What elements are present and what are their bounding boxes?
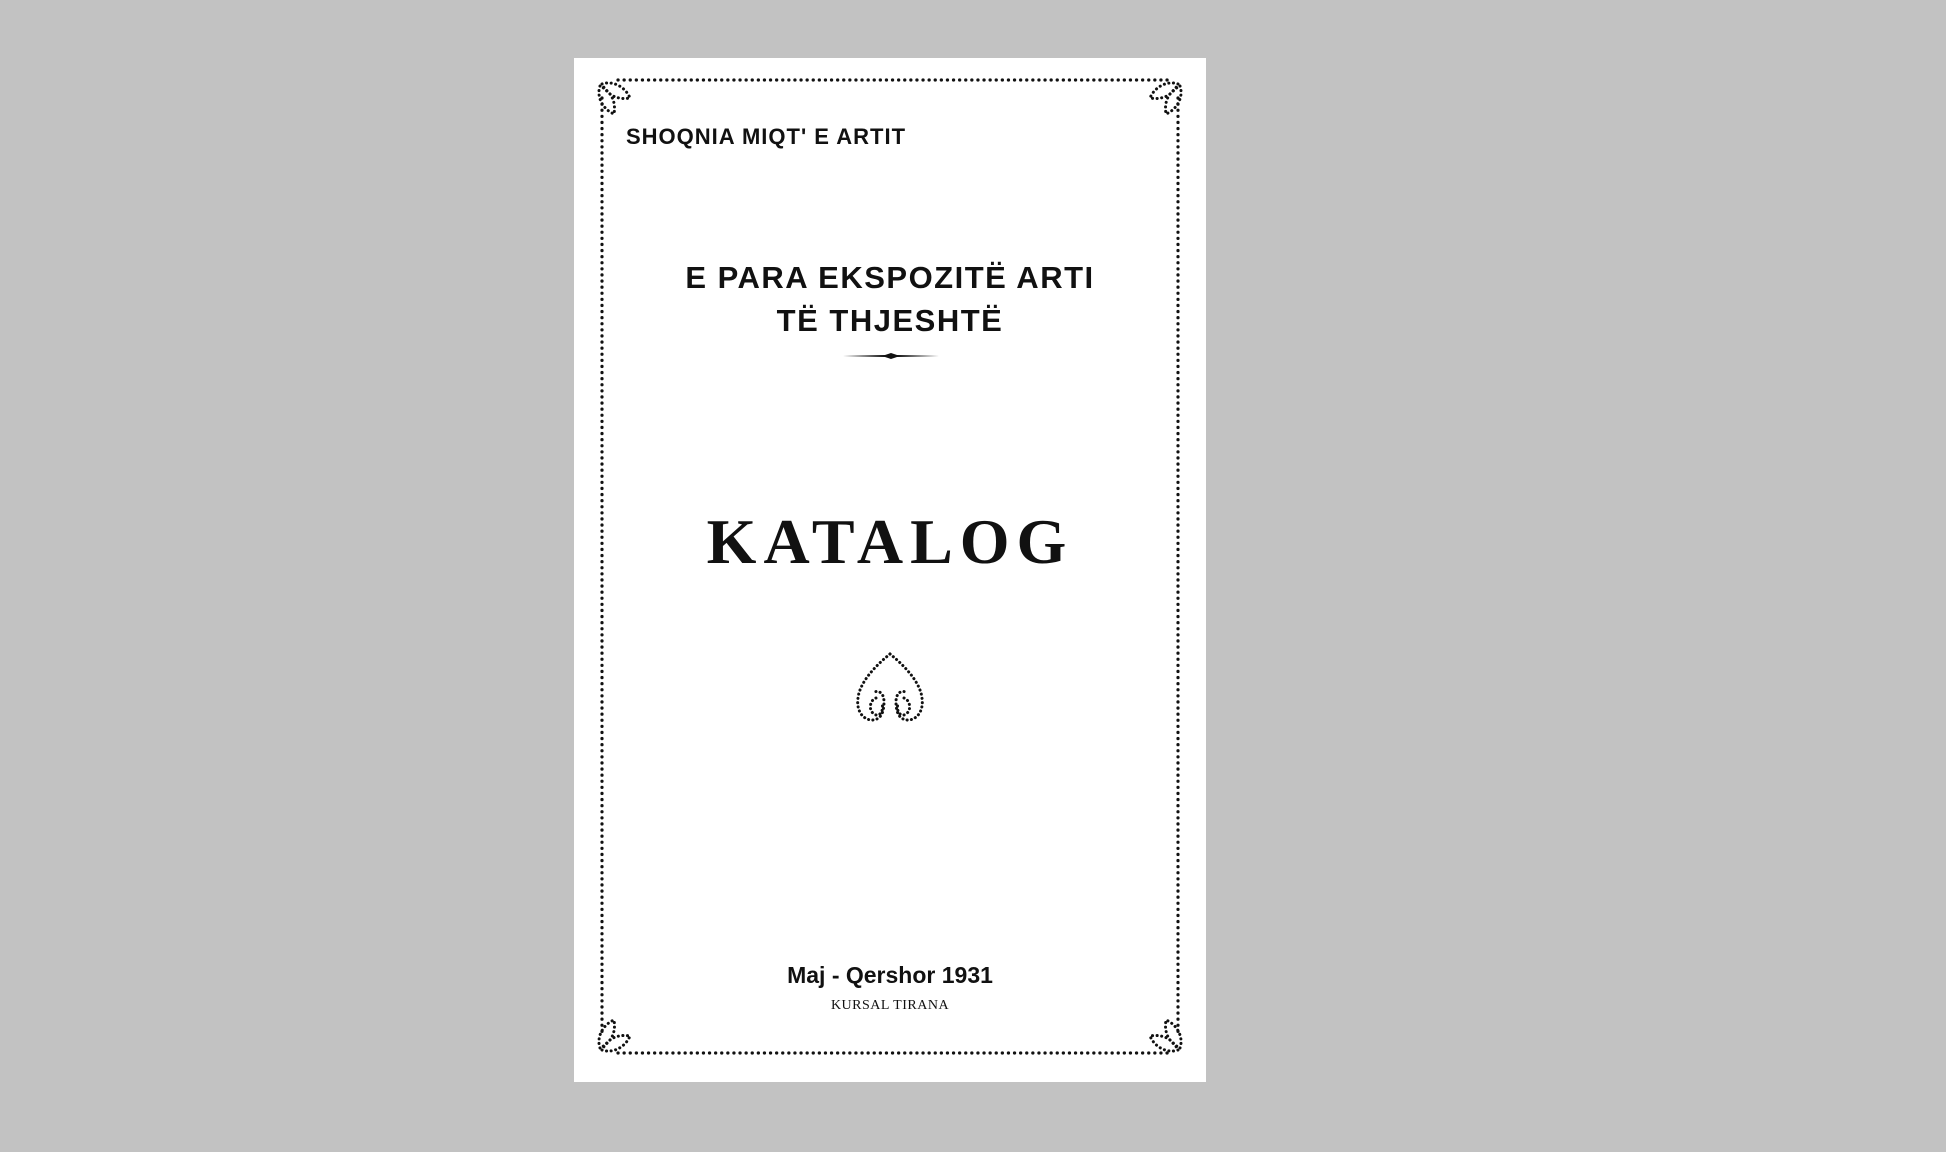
corner-ornament-top-left-icon [599, 83, 630, 114]
title-line-1: E PARA EKSPOZITË ARTI [685, 260, 1095, 295]
society-name: SHOQNIA MIQT' E ARTIT [626, 124, 907, 149]
dotted-heart-ornament-icon [850, 648, 930, 728]
flourish-divider-icon [841, 351, 941, 361]
exhibition-title [574, 256, 1206, 342]
exhibition-date: Maj - Qershor 1931 [787, 962, 993, 988]
main-title: KATALOG [706, 506, 1074, 577]
title-line-2: TË THJESHTË [776, 303, 1004, 338]
corner-ornament-top-right-icon [1150, 83, 1181, 114]
exhibition-venue: KURSAL TIRANA [830, 998, 950, 1013]
corner-ornament-bottom-right-icon [1150, 1020, 1181, 1051]
corner-ornament-bottom-left-icon [599, 1020, 630, 1051]
catalog-cover-page [574, 58, 1206, 1082]
